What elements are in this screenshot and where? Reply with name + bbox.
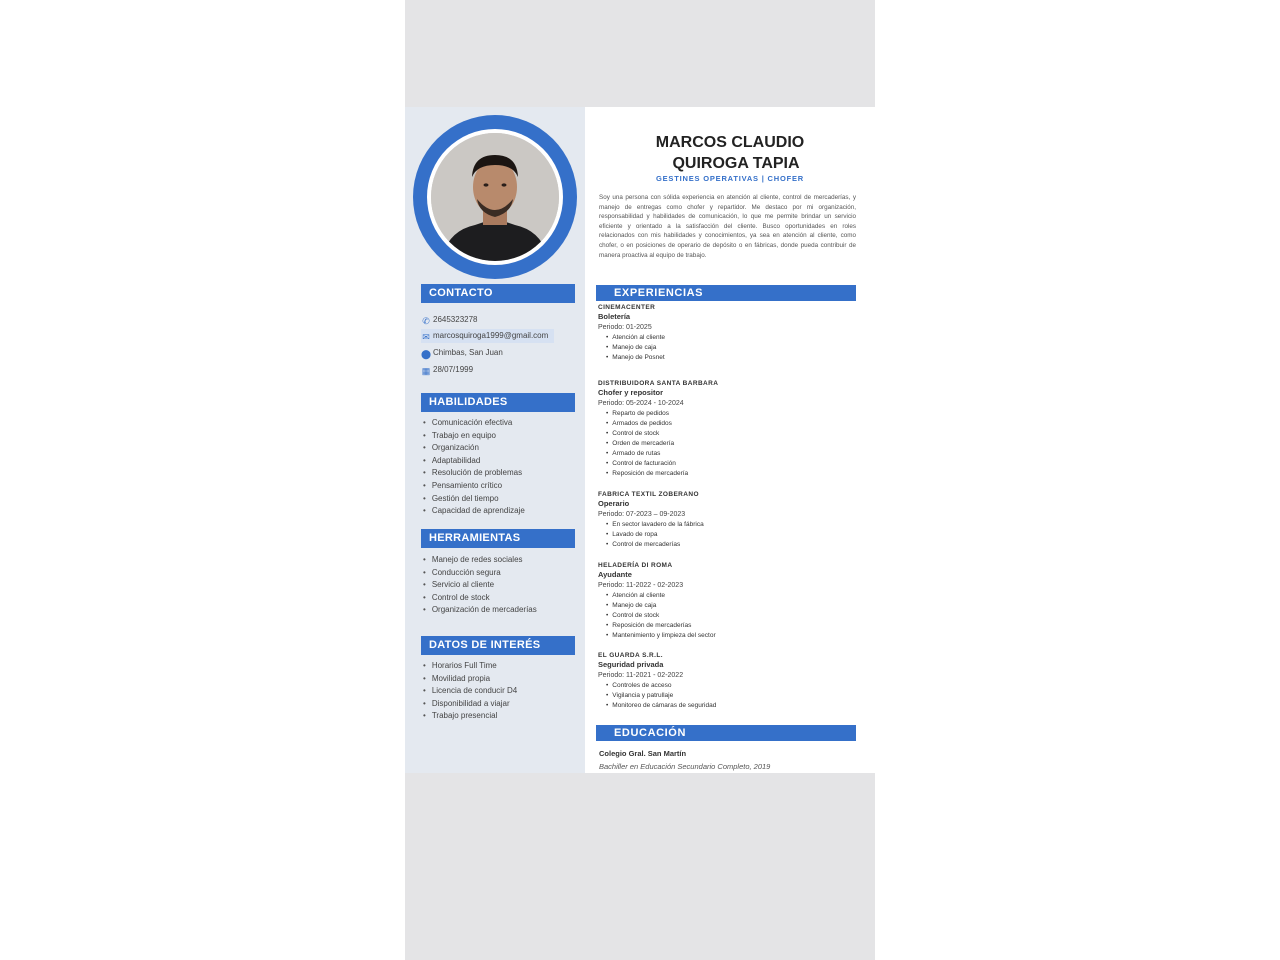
- job-entry: [598, 303, 858, 363]
- list-item: • Orden de mercadería: [606, 439, 858, 449]
- education-school: Colegio Gral. San Martín: [599, 749, 687, 758]
- job-period: Periodo: 01-2025: [598, 324, 652, 331]
- tools-heading: HERRAMIENTAS: [421, 529, 575, 548]
- job-entry: [598, 651, 858, 711]
- skills-list: [423, 417, 525, 518]
- job-tasks: [598, 591, 858, 641]
- list-item: • Comunicación efectiva: [423, 417, 525, 430]
- tools-list: [423, 554, 537, 617]
- list-item: • Control de stock: [423, 592, 537, 605]
- contact-birthdate: ▦ 28/07/1999: [421, 365, 474, 376]
- list-item: • Movilidad propia: [423, 673, 517, 686]
- list-item: • Adaptabilidad: [423, 455, 525, 468]
- list-item: • Armados de pedidos: [606, 419, 858, 429]
- list-item: • Atención al cliente: [606, 333, 858, 343]
- job-period: Periodo: 07-2023 – 09-2023: [598, 511, 686, 518]
- job-period: Periodo: 11-2021 - 02-2022: [598, 672, 684, 679]
- name-line-2: QUIROGA TAPIA: [672, 155, 800, 172]
- resume-page: [405, 107, 875, 773]
- list-item: • Organización de mercaderías: [423, 604, 537, 617]
- list-item: • Trabajo presencial: [423, 710, 517, 723]
- job-period: Periodo: 05-2024 - 10-2024: [598, 400, 684, 407]
- job-subtitle: GESTINES OPERATIVAS | CHOFER: [656, 174, 804, 183]
- list-item: • Horarios Full Time: [423, 660, 517, 673]
- job-role: Boletería: [598, 312, 631, 321]
- job-company: FABRICA TEXTIL ZOBERANO: [598, 491, 699, 498]
- interest-heading: DATOS DE INTERÉS: [421, 636, 575, 655]
- list-item: • Manejo de redes sociales: [423, 554, 537, 567]
- profile-summary: Soy una persona con sólida experiencia en atención al cliente, control de mercaderías, y manejo de entregas como chofer y repartidor. Me destaco por mi organización, responsabilidad y habilidades de comunicación, lo que me permite brindar un servicio eficiente y orientado a la satisfacción del cliente. Busco oportunidades en roles relacionados con mis habilidades y conocimientos, ya sea en atención al cliente, como chofer, o en posiciones de operario de depósito o en fábricas, donde pueda contribuir de manera proactiva al equipo de trabajo.: [599, 194, 856, 259]
- phone-icon: ✆: [422, 316, 430, 326]
- calendar-icon: ▦: [421, 366, 431, 376]
- job-role: Chofer y repositor: [598, 388, 664, 397]
- main-column: [585, 107, 875, 773]
- contact-phone: ✆ 2645323278: [422, 315, 478, 326]
- education-degree: Bachiller en Educación Secundario Completo, 2019: [599, 762, 771, 771]
- skills-heading: HABILIDADES: [421, 393, 575, 412]
- list-item: • Control de mercaderías: [606, 540, 858, 550]
- job-period: Periodo: 11-2022 - 02-2023: [598, 582, 684, 589]
- list-item: • Organización: [423, 442, 525, 455]
- contact-email[interactable]: ✉ marcosquiroga1999@gmail.com: [421, 329, 554, 343]
- email-icon: ✉: [422, 332, 430, 342]
- job-entry: [598, 561, 858, 641]
- list-item: • Armado de rutas: [606, 449, 858, 459]
- list-item: • Lavado de ropa: [606, 530, 858, 540]
- list-item: • Manejo de caja: [606, 343, 858, 353]
- job-company: CINEMACENTER: [598, 304, 656, 311]
- list-item: • Control de stock: [606, 429, 858, 439]
- job-role: Ayudante: [598, 570, 632, 579]
- job-tasks: [598, 333, 858, 363]
- list-item: • Gestión del tiempo: [423, 493, 525, 506]
- contact-heading: CONTACTO: [421, 284, 575, 303]
- profile-photo-frame: [413, 115, 577, 279]
- location-pin-icon: ⬤: [421, 349, 432, 359]
- sidebar: [405, 107, 585, 773]
- job-role: Seguridad privada: [598, 660, 664, 669]
- interest-list: [423, 660, 517, 723]
- education-heading: EDUCACIÓN: [596, 725, 856, 741]
- list-item: • Control de stock: [606, 611, 858, 621]
- job-company: HELADERÍA DI ROMA: [598, 562, 673, 569]
- job-company: EL GUARDA S.R.L.: [598, 652, 663, 659]
- list-item: • Controles de acceso: [606, 681, 858, 691]
- job-tasks: [598, 681, 858, 711]
- list-item: • Reparto de pedidos: [606, 409, 858, 419]
- job-entry: [598, 490, 858, 550]
- list-item: • Servicio al cliente: [423, 579, 537, 592]
- profile-photo: [431, 133, 559, 261]
- name-line-1: MARCOS CLAUDIO: [655, 134, 805, 151]
- list-item: • Manejo de caja: [606, 601, 858, 611]
- list-item: • Atención al cliente: [606, 591, 858, 601]
- list-item: • Mantenimiento y limpieza del sector: [606, 631, 858, 641]
- job-role: Operario: [598, 499, 630, 508]
- list-item: • Disponibilidad a viajar: [423, 698, 517, 711]
- list-item: • En sector lavadero de la fábrica: [606, 520, 858, 530]
- list-item: • Conducción segura: [423, 567, 537, 580]
- list-item: • Manejo de Posnet: [606, 353, 858, 363]
- list-item: • Pensamiento crítico: [423, 480, 525, 493]
- list-item: • Reposición de mercaderías: [606, 621, 858, 631]
- job-entry: [598, 379, 858, 479]
- contact-location: ⬤ Chimbas, San Juan: [421, 348, 503, 359]
- list-item: • Resolución de problemas: [423, 467, 525, 480]
- job-tasks: [598, 520, 858, 550]
- list-item: • Control de facturación: [606, 459, 858, 469]
- list-item: • Reposición de mercadería: [606, 469, 858, 479]
- experience-heading: EXPERIENCIAS: [596, 285, 856, 301]
- list-item: • Licencia de conducir D4: [423, 685, 517, 698]
- job-company: DISTRIBUIDORA SANTA BARBARA: [598, 380, 719, 387]
- list-item: • Trabajo en equipo: [423, 430, 525, 443]
- list-item: • Capacidad de aprendizaje: [423, 505, 525, 518]
- list-item: • Vigilancia y patrullaje: [606, 691, 858, 701]
- list-item: • Monitoreo de cámaras de seguridad: [606, 701, 858, 711]
- job-tasks: [598, 409, 858, 479]
